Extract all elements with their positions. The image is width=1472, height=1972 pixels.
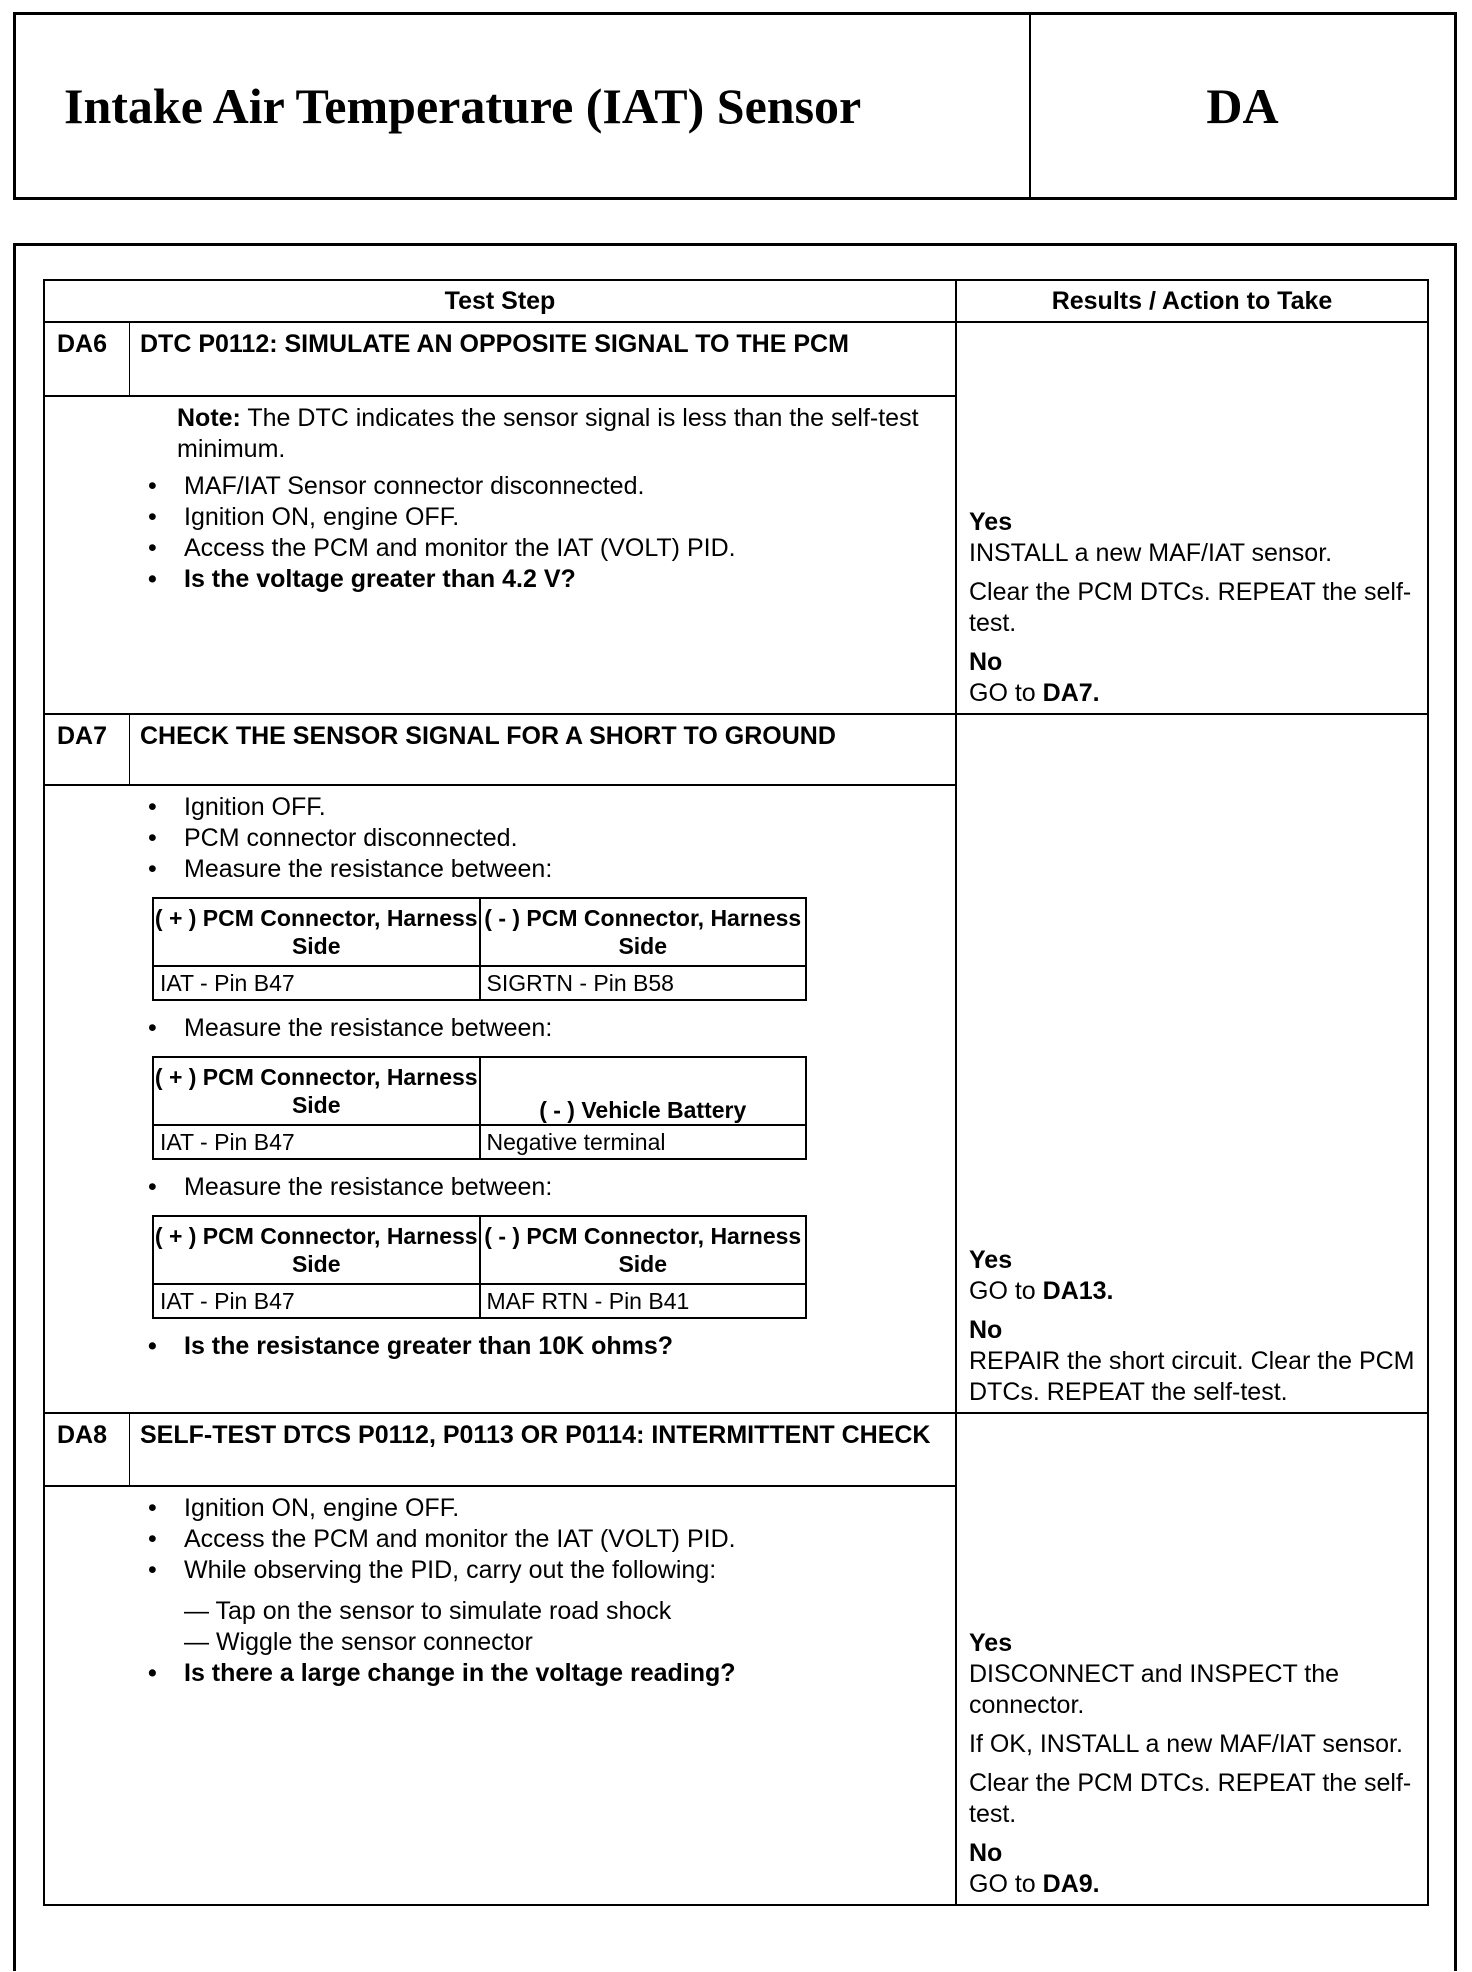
goto-text: GO to (969, 1277, 1043, 1305)
list-item: • Access the PCM and monitor the IAT (VOLT) PID. (142, 1524, 945, 1555)
col-test-step: Test Step (45, 281, 957, 321)
list-item: • Ignition OFF. (142, 792, 945, 823)
pin-header: ( + ) PCM Connector, Harness Side (153, 898, 480, 966)
list-item: • Measure the resistance between: (142, 854, 945, 885)
list-item: • Measure the resistance between: (142, 1013, 945, 1044)
yes-action: If OK, INSTALL a new MAF/IAT sensor. (969, 1730, 1403, 1758)
yes-action: Clear the PCM DTCs. REPEAT the self-test. (969, 578, 1412, 637)
table-header (45, 281, 1427, 323)
yes-action: DISCONNECT and INSPECT the connector. (969, 1660, 1340, 1719)
pin-cell: SIGRTN - Pin B58 (480, 966, 807, 1000)
pin-cell: IAT - Pin B47 (153, 966, 480, 1000)
col-results: Results / Action to Take (1051, 286, 1333, 315)
title-box (13, 12, 1457, 200)
goto-link[interactable]: DA7. (1042, 679, 1100, 707)
pin-header: ( + ) PCM Connector, Harness Side (153, 1216, 480, 1284)
yes-label: Yes (969, 508, 1013, 536)
no-label: No (969, 1316, 1003, 1344)
list-item: • MAF/IAT Sensor connector disconnected. (142, 471, 945, 502)
sub-item: — Wiggle the sensor connector (184, 1628, 533, 1656)
step-id: DA8 (45, 1414, 130, 1485)
note-label: Note: (177, 404, 241, 432)
yes-action: Clear the PCM DTCs. REPEAT the self-test. (969, 1769, 1412, 1828)
step-title: CHECK THE SENSOR SIGNAL FOR A SHORT TO GROUND (140, 722, 836, 750)
pin-table-1 (152, 897, 807, 1001)
list-item: • Measure the resistance between: (142, 1172, 945, 1203)
section-code: DA (1206, 78, 1279, 134)
step-da8 (45, 1414, 1427, 1904)
question: • Is there a large change in the voltage reading? (142, 1658, 945, 1689)
question: • Is the voltage greater than 4.2 V? (142, 564, 945, 595)
yes-action: INSTALL a new MAF/IAT sensor. (969, 539, 1333, 567)
list-item: • Ignition ON, engine OFF. (142, 1493, 945, 1524)
pin-cell: IAT - Pin B47 (153, 1284, 480, 1318)
yes-label: Yes (969, 1629, 1013, 1657)
step-title: SELF-TEST DTCS P0112, P0113 OR P0114: INTERMITTENT CHECK (140, 1421, 931, 1449)
step-id: DA6 (45, 323, 130, 395)
goto-text: GO to (969, 1870, 1043, 1898)
pin-header: ( + ) PCM Connector, Harness Side (153, 1057, 480, 1125)
step-title: DTC P0112: SIMULATE AN OPPOSITE SIGNAL TO THE PCM (140, 330, 849, 358)
list-item: • While observing the PID, carry out the following: (142, 1555, 945, 1586)
no-label: No (969, 648, 1003, 676)
note (177, 403, 945, 465)
pin-header: ( - ) PCM Connector, Harness Side (480, 898, 807, 966)
goto-link[interactable]: DA9. (1042, 1870, 1100, 1898)
question: • Is the resistance greater than 10K ohms? (142, 1331, 945, 1362)
pin-header: ( - ) PCM Connector, Harness Side (480, 1216, 807, 1284)
list-item: • Ignition ON, engine OFF. (142, 502, 945, 533)
pin-header: ( - ) Vehicle Battery (480, 1057, 807, 1125)
pin-cell: IAT - Pin B47 (153, 1125, 480, 1159)
no-label: No (969, 1839, 1003, 1867)
pin-table-3 (152, 1215, 807, 1319)
step-da7 (45, 715, 1427, 1414)
pin-table-2 (152, 1056, 807, 1160)
no-action (969, 678, 1417, 709)
page-title: Intake Air Temperature (IAT) Sensor (16, 15, 1031, 197)
yes-label: Yes (969, 1246, 1013, 1274)
sub-item: — Tap on the sensor to simulate road shock (184, 1597, 672, 1625)
goto-link[interactable]: DA13. (1042, 1277, 1114, 1305)
goto-text: GO to (969, 679, 1043, 707)
diagnostic-table (43, 279, 1429, 1906)
step-id: DA7 (45, 715, 130, 784)
list-item: • Access the PCM and monitor the IAT (VOLT) PID. (142, 533, 945, 564)
yes-action (969, 1276, 1417, 1307)
no-action (969, 1869, 1417, 1900)
no-action: REPAIR the short circuit. Clear the PCM DTCs. REPEAT the self-test. (969, 1347, 1415, 1406)
list-item: • PCM connector disconnected. (142, 823, 945, 854)
pin-cell: MAF RTN - Pin B41 (480, 1284, 807, 1318)
pin-cell: Negative terminal (480, 1125, 807, 1159)
note-text: The DTC indicates the sensor signal is less than the self-test minimum. (177, 404, 919, 463)
step-da6 (45, 323, 1427, 715)
